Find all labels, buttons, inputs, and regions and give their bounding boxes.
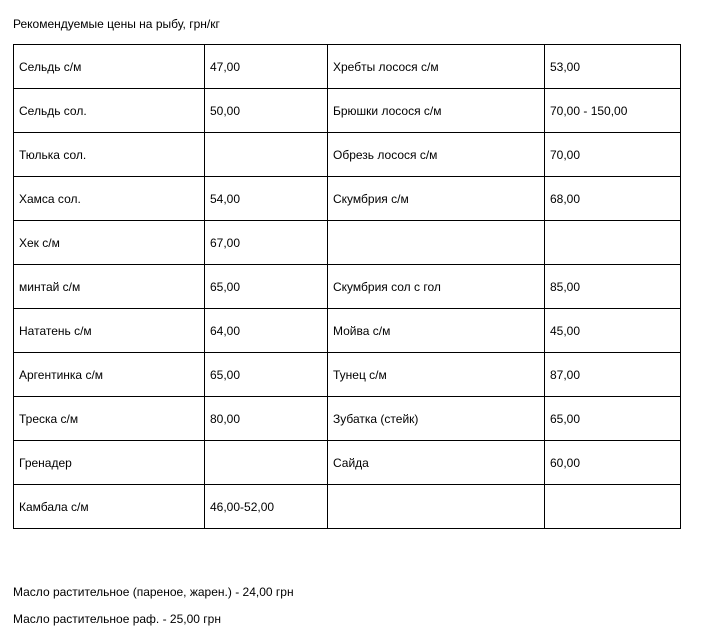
fish-name-cell: Мойва с/м — [328, 309, 545, 353]
fish-name-cell: Зубатка (стейк) — [328, 397, 545, 441]
table-row — [14, 441, 681, 485]
fish-name-cell: минтай с/м — [14, 265, 205, 309]
fish-name-cell: Хек с/м — [14, 221, 205, 265]
fish-name-cell: Треска с/м — [14, 397, 205, 441]
fish-name-cell: Нататень с/м — [14, 309, 205, 353]
fish-name-cell: Сайда — [328, 441, 545, 485]
fish-price-cell: 87,00 — [545, 353, 681, 397]
fish-name-cell: Сельдь с/м — [14, 45, 205, 89]
table-row — [14, 177, 681, 221]
fish-price-cell: 47,00 — [205, 45, 328, 89]
fish-name-cell: Тунец с/м — [328, 353, 545, 397]
price-table — [13, 44, 681, 529]
fish-price-cell: 65,00 — [205, 265, 328, 309]
fish-name-cell: Гренадер — [14, 441, 205, 485]
fish-price-cell: 60,00 — [545, 441, 681, 485]
page-title: Рекомендуемые цены на рыбу, грн/кг — [13, 17, 220, 31]
fish-price-cell: 67,00 — [205, 221, 328, 265]
table-row — [14, 309, 681, 353]
fish-price-cell: 64,00 — [205, 309, 328, 353]
fish-name-cell — [328, 221, 545, 265]
fish-price-cell — [205, 441, 328, 485]
fish-price-cell: 50,00 — [205, 89, 328, 133]
fish-price-cell — [205, 133, 328, 177]
fish-price-cell: 68,00 — [545, 177, 681, 221]
fish-price-cell: 70,00 — [545, 133, 681, 177]
fish-price-cell: 45,00 — [545, 309, 681, 353]
fish-name-cell: Хамса сол. — [14, 177, 205, 221]
fish-price-cell: 65,00 — [545, 397, 681, 441]
fish-price-cell — [545, 485, 681, 529]
fish-price-cell: 70,00 - 150,00 — [545, 89, 681, 133]
fish-name-cell: Брюшки лосося с/м — [328, 89, 545, 133]
table-row — [14, 397, 681, 441]
oil-price-note: Масло растительное раф. - 25,00 грн — [13, 612, 221, 626]
fish-price-cell: 53,00 — [545, 45, 681, 89]
table-row — [14, 89, 681, 133]
fish-name-cell: Скумбрия сол с гол — [328, 265, 545, 309]
table-row — [14, 45, 681, 89]
fish-name-cell: Тюлька сол. — [14, 133, 205, 177]
fish-name-cell: Обрезь лосося с/м — [328, 133, 545, 177]
fish-name-cell: Сельдь сол. — [14, 89, 205, 133]
fish-price-cell: 46,00-52,00 — [205, 485, 328, 529]
fish-price-cell: 85,00 — [545, 265, 681, 309]
table-row — [14, 221, 681, 265]
fish-price-cell: 54,00 — [205, 177, 328, 221]
fish-name-cell: Камбала с/м — [14, 485, 205, 529]
fish-name-cell — [328, 485, 545, 529]
table-row — [14, 353, 681, 397]
fish-name-cell: Скумбрия с/м — [328, 177, 545, 221]
fish-price-cell — [545, 221, 681, 265]
oil-price-note: Масло растительное (пареное, жарен.) - 24,00 грн — [13, 585, 294, 599]
fish-price-cell: 80,00 — [205, 397, 328, 441]
table-row — [14, 265, 681, 309]
table-row — [14, 485, 681, 529]
fish-name-cell: Хребты лосося с/м — [328, 45, 545, 89]
fish-name-cell: Аргентинка с/м — [14, 353, 205, 397]
table-row — [14, 133, 681, 177]
fish-price-cell: 65,00 — [205, 353, 328, 397]
